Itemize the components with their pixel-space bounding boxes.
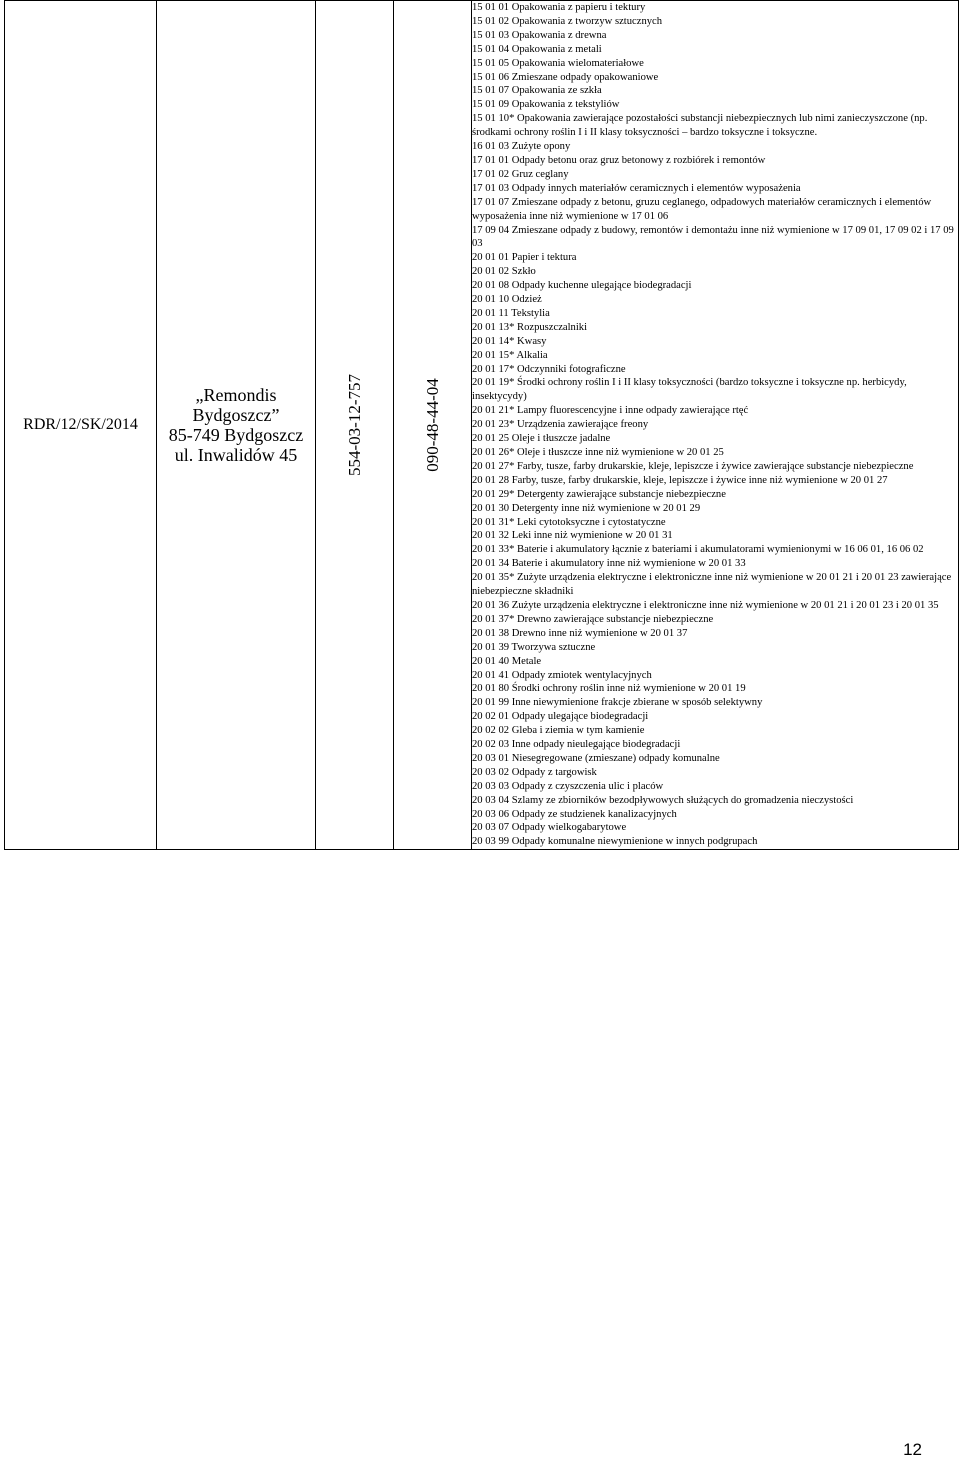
waste-code-item: 20 01 19* Środki ochrony roślin I i II klasy toksyczności (bardzo toksyczne i toksyczne np. herbicydy, insektycydy) — [472, 377, 907, 403]
waste-codes-cell — [472, 1, 959, 850]
waste-code-item: 20 01 40 Metale — [472, 655, 542, 667]
company-cell — [157, 1, 316, 850]
regon-number: 090-48-44-04 — [422, 378, 442, 472]
waste-code-item: 15 01 06 Zmieszane odpady opakowaniowe — [472, 71, 659, 83]
waste-code-item: 20 01 41 Odpady zmiotek wentylacyjnych — [472, 669, 652, 681]
waste-code-item: 15 01 05 Opakowania wielomateriałowe — [472, 57, 644, 69]
waste-code-item: 20 03 99 Odpady komunalne niewymienione w innych podgrupach — [472, 836, 758, 848]
registry-table — [4, 0, 959, 850]
waste-code-item: 20 01 38 Drewno inne niż wymienione w 20 01 37 — [472, 627, 688, 639]
waste-code-item: 20 01 30 Detergenty inne niż wymienione w 20 01 29 — [472, 502, 701, 514]
waste-code-item: 20 01 27* Farby, tusze, farby drukarskie, kleje, lepiszcze i żywice zawierające substancje niebezpieczne — [472, 460, 914, 472]
waste-code-item: 20 01 26* Oleje i tłuszcze inne niż wymienione w 20 01 25 — [472, 447, 724, 458]
waste-code-item: 20 01 37* Drewno zawierające substancje niebezpieczne — [472, 613, 714, 625]
nip-cell — [316, 1, 394, 850]
waste-code-item: 20 01 39 Tworzywa sztuczne — [472, 641, 596, 653]
waste-code-item: 15 01 09 Opakowania z tekstyliów — [472, 99, 620, 111]
waste-code-item: 17 09 04 Zmieszane odpady z budowy, remontów i demontażu inne niż wymienione w 17 09 01, 17 09 02 i 17 09 03 — [472, 224, 954, 250]
waste-code-item: 20 01 13* Rozpuszczalniki — [472, 321, 588, 333]
waste-code-item: 20 01 80 Środki ochrony roślin inne niż wymienione w 20 01 19 — [472, 683, 746, 695]
waste-code-item: 20 01 08 Odpady kuchenne ulegające biodegradacji — [472, 280, 692, 292]
registration-number-cell — [5, 1, 157, 850]
waste-code-item: 20 01 31* Leki cytotoksyczne i cytostatyczne — [472, 516, 666, 528]
company-address-line1: 85-749 Bydgoszcz — [168, 425, 304, 446]
waste-code-item: 20 01 23* Urządzenia zawierające freony — [472, 419, 649, 431]
waste-code-item: 15 01 01 Opakowania z papieru i tektury — [472, 2, 646, 13]
waste-code-item: 20 01 15* Alkalia — [472, 349, 548, 361]
waste-code-item: 20 01 21* Lampy fluorescencyjne i inne odpady zawierające rtęć — [472, 405, 749, 417]
waste-code-item: 17 01 01 Odpady betonu oraz gruz betonowy z rozbiórek i remontów — [472, 154, 766, 166]
waste-code-item: 17 01 03 Odpady innych materiałów ceramicznych i elementów wyposażenia — [472, 182, 801, 194]
waste-code-item: 15 01 04 Opakowania z metali — [472, 43, 602, 55]
waste-code-item: 20 01 28 Farby, tusze, farby drukarskie, kleje, lepiszcze i żywice inne niż wymienione w 20 01 27 — [472, 474, 888, 486]
waste-code-item: 20 01 36 Zużyte urządzenia elektryczne i elektroniczne inne niż wymienione w 20 01 21 i 20 01 23 i 20 01 35 — [472, 599, 939, 611]
waste-code-item: 20 01 01 Papier i tektura — [472, 252, 577, 264]
waste-code-item: 20 01 29* Detergenty zawierające substancje niebezpieczne — [472, 488, 726, 500]
waste-code-item: 20 01 10 Odzież — [472, 294, 542, 306]
waste-code-item: 20 02 01 Odpady ulegające biodegradacji — [472, 711, 649, 723]
waste-code-item: 20 03 02 Odpady z targowisk — [472, 766, 597, 778]
waste-code-item: 20 01 17* Odczynniki fotograficzne — [472, 363, 626, 375]
page-number: 12 — [903, 1440, 922, 1459]
waste-code-item: 20 03 01 Niesegregowane (zmieszane) odpady komunalne — [472, 752, 720, 764]
company-name-line2: Bydgoszcz” — [192, 405, 280, 426]
waste-code-item: 15 01 10* Opakowania zawierające pozostałości substancji niebezpiecznych lub nimi zanieczyszczone (np. środkami ochrony roślin I i II klasy toksyczności – bardzo toksyczne i toksyczne. — [472, 113, 928, 139]
waste-code-item: 20 01 99 Inne niewymienione frakcje zbierane w sposób selektywny — [472, 697, 763, 709]
waste-code-item: 20 02 03 Inne odpady nieulegające biodegradacji — [472, 739, 681, 751]
waste-code-item: 15 01 07 Opakowania ze szkła — [472, 85, 602, 97]
waste-code-item: 16 01 03 Zużyte opony — [472, 141, 571, 153]
waste-code-item: 20 01 14* Kwasy — [472, 335, 547, 347]
company-name-line1: „Remondis — [195, 385, 277, 406]
nip-number: 554-03-12-757 — [344, 374, 364, 477]
waste-code-item: 20 01 35* Zużyte urządzenia elektryczne i elektroniczne inne niż wymienione w 20 01 21 i 20 01 23 zawierające niebezpieczne składniki — [472, 572, 952, 598]
regon-cell — [394, 1, 472, 850]
waste-code-item: 17 01 02 Gruz ceglany — [472, 168, 569, 180]
registration-number: RDR/12/SK/2014 — [23, 416, 138, 434]
waste-code-item: 15 01 02 Opakowania z tworzyw sztucznych — [472, 15, 663, 27]
waste-code-item: 20 02 02 Gleba i ziemia w tym kamienie — [472, 725, 645, 737]
waste-code-item: 20 01 02 Szkło — [472, 266, 536, 278]
waste-code-item: 20 01 32 Leki inne niż wymienione w 20 01 31 — [472, 530, 673, 542]
waste-code-item: 20 01 33* Baterie i akumulatory łącznie z bateriami i akumulatorami wymienionymi w 16 06 01, 16 06 02 — [472, 544, 924, 556]
waste-code-item: 20 03 06 Odpady ze studzienek kanalizacyjnych — [472, 808, 677, 820]
waste-code-item: 20 01 11 Tekstylia — [472, 307, 550, 319]
waste-code-item: 20 03 07 Odpady wielkogabarytowe — [472, 822, 627, 834]
waste-code-item: 20 01 34 Baterie i akumulatory inne niż wymienione w 20 01 33 — [472, 558, 746, 570]
waste-code-item: 20 01 25 Oleje i tłuszcze jadalne — [472, 433, 611, 445]
waste-codes-list — [472, 1, 958, 849]
waste-code-item: 20 03 04 Szlamy ze zbiorników bezodpływowych służących do gromadzenia nieczystości — [472, 794, 854, 806]
waste-code-item: 15 01 03 Opakowania z drewna — [472, 29, 607, 41]
waste-code-item: 20 03 03 Odpady z czyszczenia ulic i placów — [472, 780, 664, 792]
table-row — [5, 1, 959, 850]
waste-code-item: 17 01 07 Zmieszane odpady z betonu, gruzu ceglanego, odpadowych materiałów ceramicznych i elementów wyposażenia inne niż wymienione w 17 01 06 — [472, 196, 932, 222]
company-address-line2: ul. Inwalidów 45 — [174, 445, 298, 466]
